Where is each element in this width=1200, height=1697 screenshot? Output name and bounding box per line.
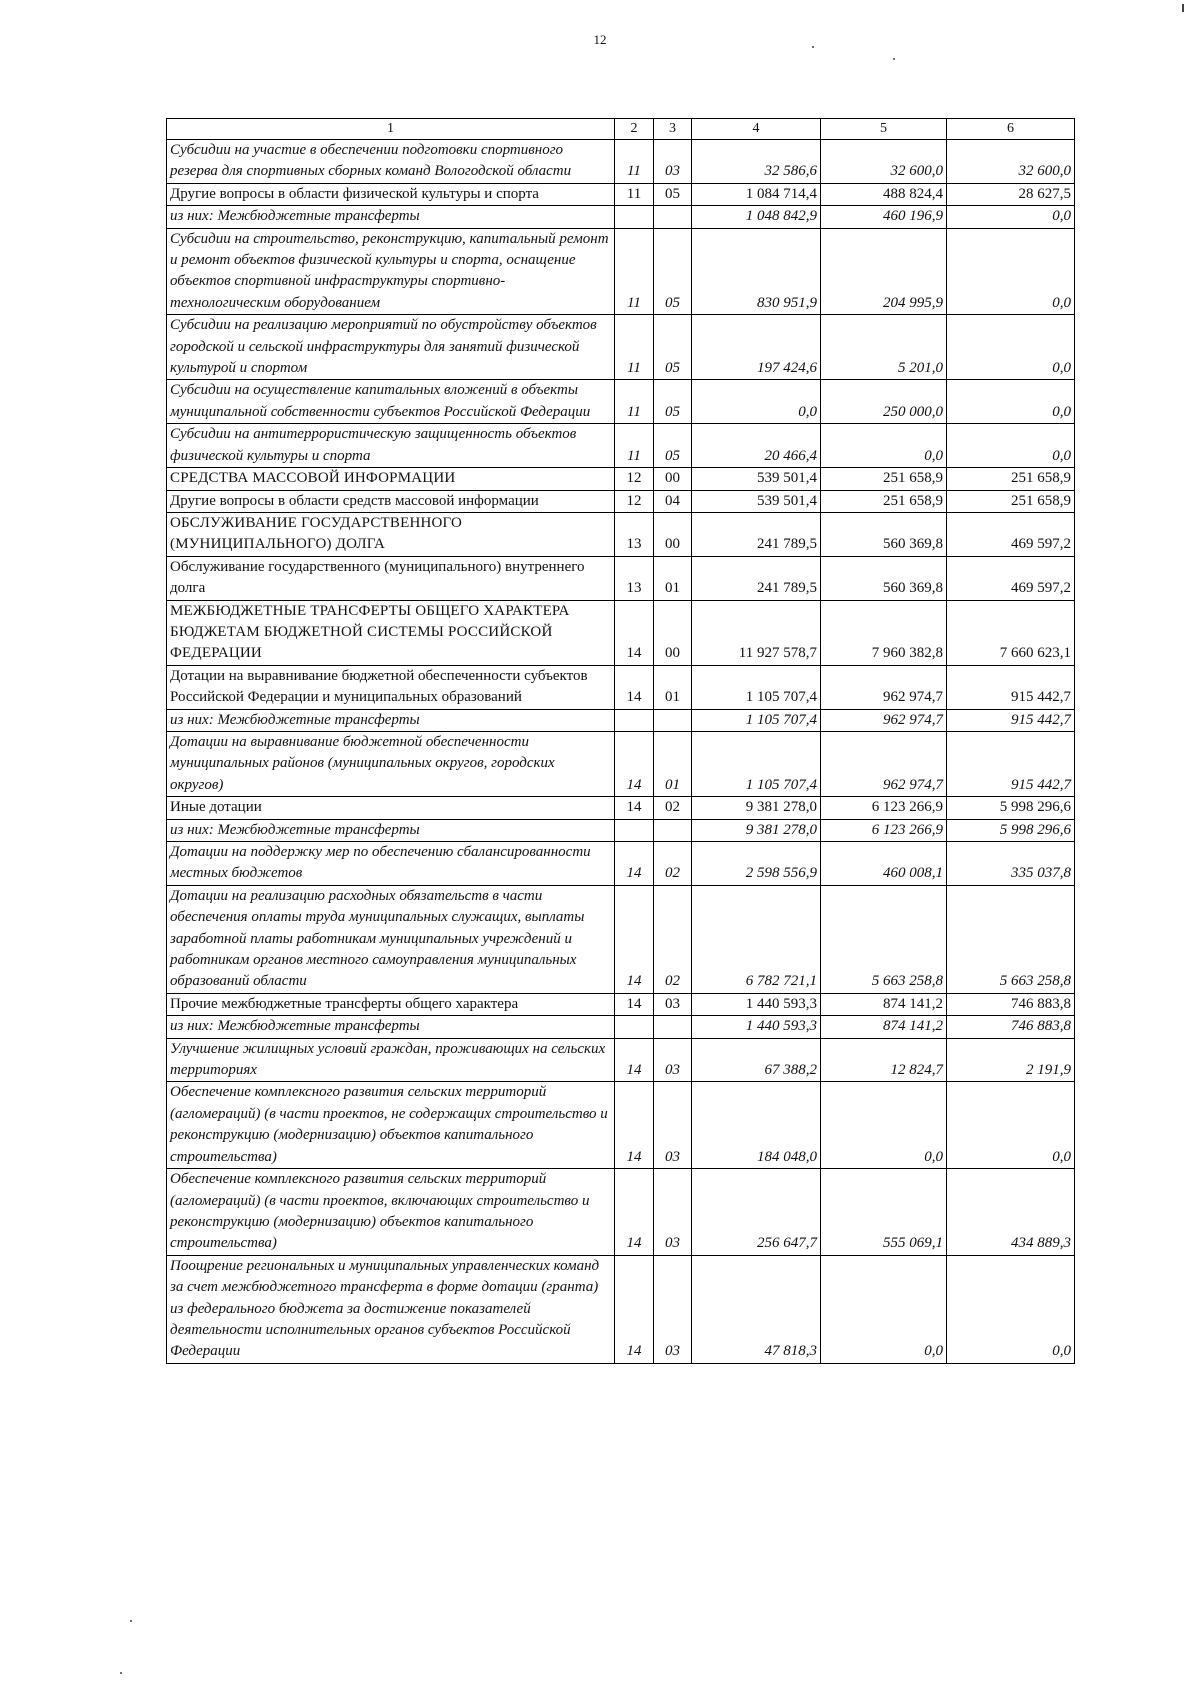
row-value-col4: 539 501,4 bbox=[692, 490, 821, 512]
row-subsection-code: 01 bbox=[654, 731, 692, 796]
row-value-col5: 962 974,7 bbox=[821, 731, 947, 796]
row-section-code: 14 bbox=[615, 885, 654, 993]
row-name: из них: Межбюджетные трансферты bbox=[167, 709, 615, 731]
row-value-col5: 460 008,1 bbox=[821, 842, 947, 886]
row-value-col5: 5 663 258,8 bbox=[821, 885, 947, 993]
row-subsection-code: 00 bbox=[654, 468, 692, 490]
row-value-col4: 47 818,3 bbox=[692, 1255, 821, 1363]
row-value-col5: 5 201,0 bbox=[821, 315, 947, 380]
row-section-code: 14 bbox=[615, 1082, 654, 1169]
row-name: Другие вопросы в области средств массовой информации bbox=[167, 490, 615, 512]
row-value-col5: 251 658,9 bbox=[821, 490, 947, 512]
row-value-col6: 0,0 bbox=[947, 380, 1075, 424]
table-row bbox=[167, 797, 1075, 819]
row-value-col5: 962 974,7 bbox=[821, 665, 947, 709]
column-header-5: 5 bbox=[821, 119, 947, 140]
row-value-col5: 560 369,8 bbox=[821, 556, 947, 600]
row-name: Обеспечение комплексного развития сельских территорий (агломераций) (в части проектов, не содержащих строительство и реконструкцию (модернизацию) объектов капитального строительства) bbox=[167, 1082, 615, 1169]
row-subsection-code: 03 bbox=[654, 1038, 692, 1082]
row-subsection-code: 01 bbox=[654, 665, 692, 709]
row-value-col5: 250 000,0 bbox=[821, 380, 947, 424]
row-value-col4: 539 501,4 bbox=[692, 468, 821, 490]
row-value-col5: 0,0 bbox=[821, 424, 947, 468]
row-name: Другие вопросы в области физической культуры и спорта bbox=[167, 183, 615, 205]
row-value-col5: 0,0 bbox=[821, 1255, 947, 1363]
row-value-col4: 1 440 593,3 bbox=[692, 993, 821, 1015]
row-subsection-code bbox=[654, 206, 692, 228]
row-name: Субсидии на участие в обеспечении подготовки спортивного резерва для спортивных сборных команд Вологодской области bbox=[167, 140, 615, 184]
row-subsection-code: 03 bbox=[654, 993, 692, 1015]
column-header-3: 3 bbox=[654, 119, 692, 140]
row-subsection-code bbox=[654, 1016, 692, 1038]
table-body bbox=[167, 140, 1075, 1364]
row-value-col4: 1 105 707,4 bbox=[692, 709, 821, 731]
table-row bbox=[167, 709, 1075, 731]
row-value-col5: 6 123 266,9 bbox=[821, 797, 947, 819]
row-value-col4: 1 105 707,4 bbox=[692, 665, 821, 709]
row-value-col5: 12 824,7 bbox=[821, 1038, 947, 1082]
row-value-col4: 0,0 bbox=[692, 380, 821, 424]
row-section-code bbox=[615, 1016, 654, 1038]
row-name: ОБСЛУЖИВАНИЕ ГОСУДАРСТВЕННОГО (МУНИЦИПАЛЬНОГО) ДОЛГА bbox=[167, 512, 615, 556]
row-value-col4: 2 598 556,9 bbox=[692, 842, 821, 886]
row-section-code bbox=[615, 709, 654, 731]
row-subsection-code: 03 bbox=[654, 1255, 692, 1363]
row-value-col6: 0,0 bbox=[947, 1255, 1075, 1363]
row-value-col6: 915 442,7 bbox=[947, 731, 1075, 796]
row-value-col4: 830 951,9 bbox=[692, 228, 821, 315]
row-value-col6: 915 442,7 bbox=[947, 709, 1075, 731]
row-value-col4: 9 381 278,0 bbox=[692, 797, 821, 819]
row-subsection-code: 02 bbox=[654, 797, 692, 819]
row-subsection-code bbox=[654, 709, 692, 731]
row-value-col4: 1 048 842,9 bbox=[692, 206, 821, 228]
row-value-col5: 874 141,2 bbox=[821, 993, 947, 1015]
column-header-4: 4 bbox=[692, 119, 821, 140]
row-subsection-code: 05 bbox=[654, 380, 692, 424]
row-value-col5: 7 960 382,8 bbox=[821, 600, 947, 665]
row-section-code: 11 bbox=[615, 424, 654, 468]
row-subsection-code: 04 bbox=[654, 490, 692, 512]
row-subsection-code: 01 bbox=[654, 556, 692, 600]
row-value-col4: 32 586,6 bbox=[692, 140, 821, 184]
column-header-1: 1 bbox=[167, 119, 615, 140]
row-value-col6: 0,0 bbox=[947, 228, 1075, 315]
row-section-code: 13 bbox=[615, 556, 654, 600]
row-value-col6: 0,0 bbox=[947, 315, 1075, 380]
row-subsection-code: 03 bbox=[654, 1169, 692, 1256]
table-row bbox=[167, 315, 1075, 380]
row-value-col6: 0,0 bbox=[947, 1082, 1075, 1169]
row-value-col6: 335 037,8 bbox=[947, 842, 1075, 886]
scan-speck bbox=[120, 1672, 122, 1674]
row-subsection-code: 03 bbox=[654, 140, 692, 184]
row-name: Иные дотации bbox=[167, 797, 615, 819]
budget-table bbox=[166, 118, 1075, 1364]
row-value-col4: 1 105 707,4 bbox=[692, 731, 821, 796]
table-row bbox=[167, 424, 1075, 468]
row-value-col5: 32 600,0 bbox=[821, 140, 947, 184]
row-value-col4: 241 789,5 bbox=[692, 512, 821, 556]
table-row bbox=[167, 993, 1075, 1015]
row-section-code: 14 bbox=[615, 731, 654, 796]
scan-mark bbox=[1182, 4, 1184, 12]
row-name: МЕЖБЮДЖЕТНЫЕ ТРАНСФЕРТЫ ОБЩЕГО ХАРАКТЕРА БЮДЖЕТАМ БЮДЖЕТНОЙ СИСТЕМЫ РОССИЙСКОЙ ФЕДЕРАЦИИ bbox=[167, 600, 615, 665]
row-section-code bbox=[615, 206, 654, 228]
row-section-code: 11 bbox=[615, 228, 654, 315]
row-value-col6: 251 658,9 bbox=[947, 468, 1075, 490]
row-name: Субсидии на осуществление капитальных вложений в объекты муниципальной собственности субъектов Российской Федерации bbox=[167, 380, 615, 424]
row-value-col5: 251 658,9 bbox=[821, 468, 947, 490]
table-row bbox=[167, 380, 1075, 424]
row-section-code: 14 bbox=[615, 993, 654, 1015]
row-value-col5: 560 369,8 bbox=[821, 512, 947, 556]
row-value-col4: 256 647,7 bbox=[692, 1169, 821, 1256]
row-section-code: 13 bbox=[615, 512, 654, 556]
table-row bbox=[167, 885, 1075, 993]
table-row bbox=[167, 490, 1075, 512]
row-section-code: 14 bbox=[615, 600, 654, 665]
table-row bbox=[167, 731, 1075, 796]
table-row bbox=[167, 842, 1075, 886]
row-value-col5: 0,0 bbox=[821, 1082, 947, 1169]
row-name: Поощрение региональных и муниципальных управленческих команд за счет межбюджетного трансферта в форме дотации (гранта) из федерального бюджета за достижение показателей деятельности исполнительных органов субъектов Российской Федерации bbox=[167, 1255, 615, 1363]
row-name: Субсидии на строительство, реконструкцию, капитальный ремонт и ремонт объектов физической культуры и спорта, оснащение объектов спортивной инфраструктуры спортивно-технологическим оборудованием bbox=[167, 228, 615, 315]
row-name: Дотации на поддержку мер по обеспечению сбалансированности местных бюджетов bbox=[167, 842, 615, 886]
row-value-col5: 962 974,7 bbox=[821, 709, 947, 731]
row-name: СРЕДСТВА МАССОВОЙ ИНФОРМАЦИИ bbox=[167, 468, 615, 490]
row-section-code: 14 bbox=[615, 1169, 654, 1256]
row-value-col6: 0,0 bbox=[947, 206, 1075, 228]
table-row bbox=[167, 140, 1075, 184]
row-value-col6: 0,0 bbox=[947, 424, 1075, 468]
row-value-col4: 1 440 593,3 bbox=[692, 1016, 821, 1038]
column-header-6: 6 bbox=[947, 119, 1075, 140]
row-name: из них: Межбюджетные трансферты bbox=[167, 1016, 615, 1038]
table-row bbox=[167, 512, 1075, 556]
row-subsection-code: 03 bbox=[654, 1082, 692, 1169]
row-subsection-code: 00 bbox=[654, 600, 692, 665]
row-value-col5: 204 995,9 bbox=[821, 228, 947, 315]
row-subsection-code: 05 bbox=[654, 228, 692, 315]
row-value-col5: 460 196,9 bbox=[821, 206, 947, 228]
row-section-code: 11 bbox=[615, 315, 654, 380]
table-row bbox=[167, 468, 1075, 490]
row-section-code: 11 bbox=[615, 140, 654, 184]
table-row bbox=[167, 1038, 1075, 1082]
table-row bbox=[167, 1169, 1075, 1256]
row-name: из них: Межбюджетные трансферты bbox=[167, 819, 615, 841]
row-name: Дотации на реализацию расходных обязательств в части обеспечения оплаты труда муниципальных служащих, выплаты заработной платы работникам муниципальных учреждений и работникам органов местного самоуправления муниципальных образований области bbox=[167, 885, 615, 993]
row-section-code: 14 bbox=[615, 665, 654, 709]
row-value-col4: 241 789,5 bbox=[692, 556, 821, 600]
row-value-col6: 746 883,8 bbox=[947, 993, 1075, 1015]
row-name: Обслуживание государственного (муниципального) внутреннего долга bbox=[167, 556, 615, 600]
row-value-col4: 20 466,4 bbox=[692, 424, 821, 468]
row-name: из них: Межбюджетные трансферты bbox=[167, 206, 615, 228]
row-subsection-code: 05 bbox=[654, 315, 692, 380]
row-name: Субсидии на антитеррористическую защищенность объектов физической культуры и спорта bbox=[167, 424, 615, 468]
row-value-col5: 488 824,4 bbox=[821, 183, 947, 205]
row-name: Улучшение жилищных условий граждан, проживающих на сельских территориях bbox=[167, 1038, 615, 1082]
row-value-col6: 251 658,9 bbox=[947, 490, 1075, 512]
table-row bbox=[167, 1255, 1075, 1363]
row-value-col5: 874 141,2 bbox=[821, 1016, 947, 1038]
table-row bbox=[167, 819, 1075, 841]
row-section-code: 11 bbox=[615, 380, 654, 424]
row-subsection-code: 02 bbox=[654, 842, 692, 886]
row-value-col4: 197 424,6 bbox=[692, 315, 821, 380]
row-section-code: 11 bbox=[615, 183, 654, 205]
row-subsection-code bbox=[654, 819, 692, 841]
row-section-code: 14 bbox=[615, 1255, 654, 1363]
row-value-col4: 67 388,2 bbox=[692, 1038, 821, 1082]
scan-speck bbox=[893, 58, 895, 60]
row-value-col5: 555 069,1 bbox=[821, 1169, 947, 1256]
row-value-col4: 1 084 714,4 bbox=[692, 183, 821, 205]
row-subsection-code: 00 bbox=[654, 512, 692, 556]
scan-speck bbox=[812, 46, 814, 48]
row-value-col6: 5 998 296,6 bbox=[947, 819, 1075, 841]
row-section-code: 14 bbox=[615, 1038, 654, 1082]
row-section-code: 14 bbox=[615, 842, 654, 886]
row-section-code: 12 bbox=[615, 468, 654, 490]
row-value-col6: 915 442,7 bbox=[947, 665, 1075, 709]
table-row bbox=[167, 556, 1075, 600]
row-value-col6: 746 883,8 bbox=[947, 1016, 1075, 1038]
table-row bbox=[167, 1016, 1075, 1038]
row-subsection-code: 05 bbox=[654, 183, 692, 205]
row-subsection-code: 05 bbox=[654, 424, 692, 468]
row-section-code bbox=[615, 819, 654, 841]
row-value-col6: 5 998 296,6 bbox=[947, 797, 1075, 819]
table-row bbox=[167, 1082, 1075, 1169]
row-value-col6: 434 889,3 bbox=[947, 1169, 1075, 1256]
page-number: 12 bbox=[593, 32, 607, 47]
row-value-col6: 2 191,9 bbox=[947, 1038, 1075, 1082]
table-row bbox=[167, 206, 1075, 228]
column-header-2: 2 bbox=[615, 119, 654, 140]
header-row bbox=[167, 119, 1075, 140]
row-value-col6: 28 627,5 bbox=[947, 183, 1075, 205]
row-value-col6: 469 597,2 bbox=[947, 512, 1075, 556]
row-value-col6: 5 663 258,8 bbox=[947, 885, 1075, 993]
row-value-col4: 184 048,0 bbox=[692, 1082, 821, 1169]
row-section-code: 12 bbox=[615, 490, 654, 512]
table-row bbox=[167, 228, 1075, 315]
row-subsection-code: 02 bbox=[654, 885, 692, 993]
scan-speck bbox=[130, 1620, 132, 1622]
table-row bbox=[167, 183, 1075, 205]
row-value-col6: 32 600,0 bbox=[947, 140, 1075, 184]
row-name: Дотации на выравнивание бюджетной обеспеченности субъектов Российской Федерации и муниципальных образований bbox=[167, 665, 615, 709]
row-name: Субсидии на реализацию мероприятий по обустройству объектов городской и сельской инфраструктуры для занятий физической культурой и спортом bbox=[167, 315, 615, 380]
row-value-col6: 469 597,2 bbox=[947, 556, 1075, 600]
row-value-col4: 9 381 278,0 bbox=[692, 819, 821, 841]
row-value-col5: 6 123 266,9 bbox=[821, 819, 947, 841]
row-name: Прочие межбюджетные трансферты общего характера bbox=[167, 993, 615, 1015]
row-section-code: 14 bbox=[615, 797, 654, 819]
row-value-col4: 6 782 721,1 bbox=[692, 885, 821, 993]
row-value-col4: 11 927 578,7 bbox=[692, 600, 821, 665]
row-name: Дотации на выравнивание бюджетной обеспеченности муниципальных районов (муниципальных округов, городских округов) bbox=[167, 731, 615, 796]
table-row bbox=[167, 600, 1075, 665]
row-value-col6: 7 660 623,1 bbox=[947, 600, 1075, 665]
table-row bbox=[167, 665, 1075, 709]
row-name: Обеспечение комплексного развития сельских территорий (агломераций) (в части проектов, включающих строительство и реконструкцию (модернизацию) объектов капитального строительства) bbox=[167, 1169, 615, 1256]
